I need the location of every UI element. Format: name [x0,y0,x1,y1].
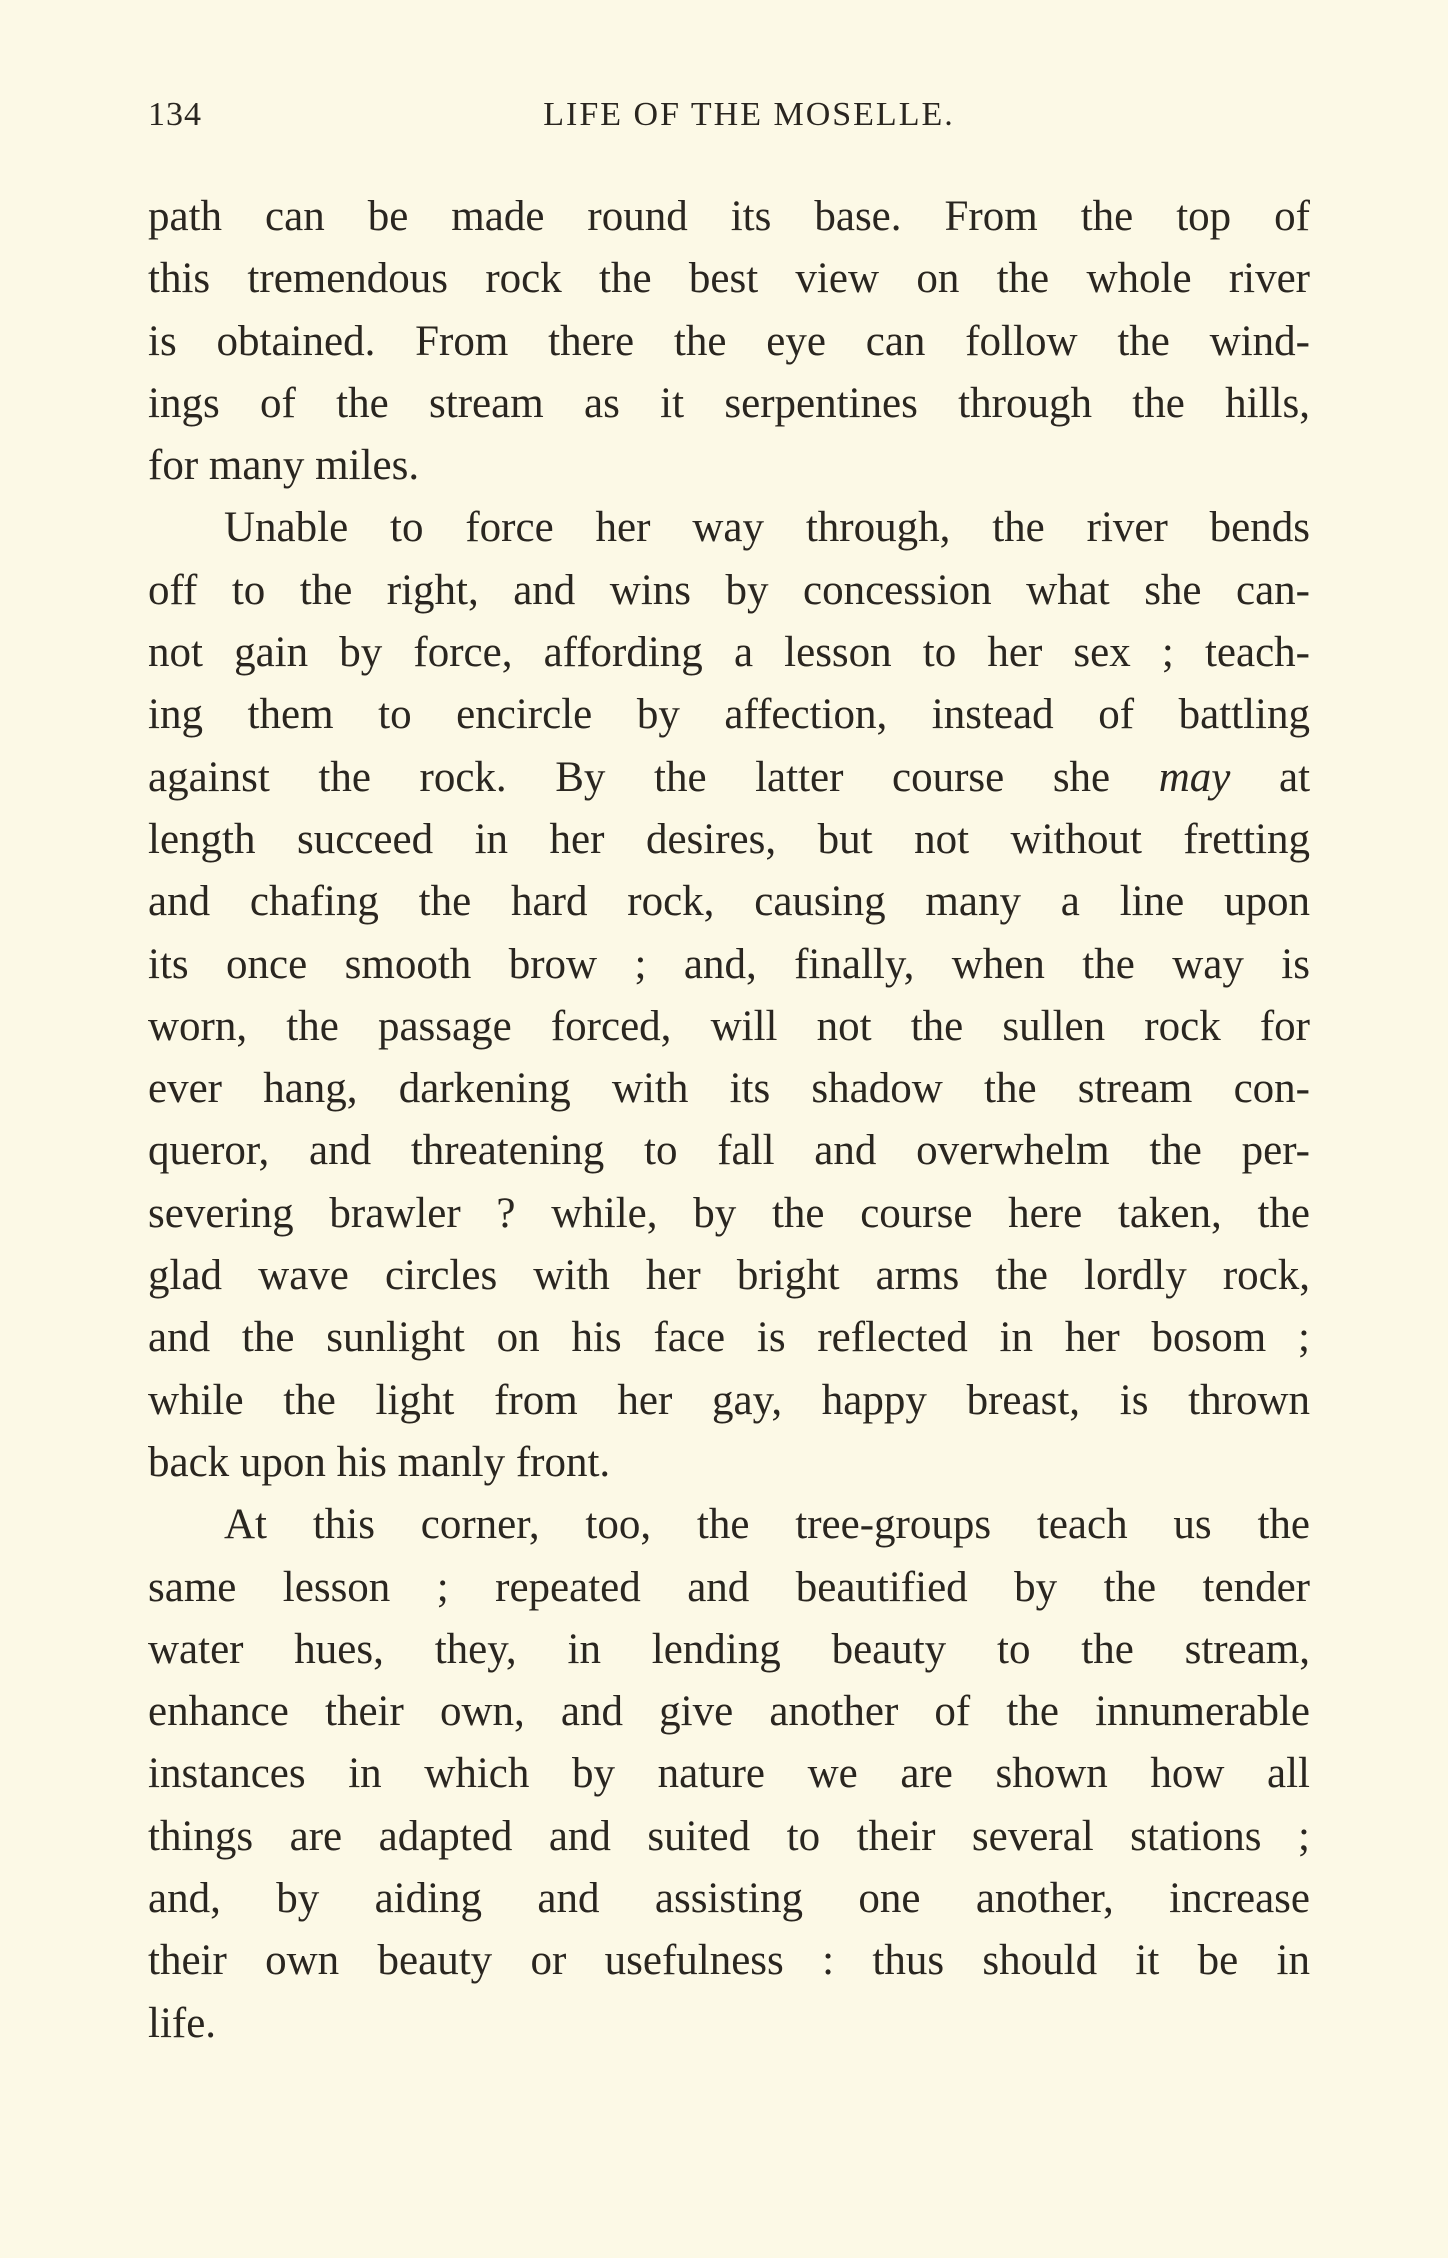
text-line: ever hang, darkening with its shadow the stream con- [148,1065,1310,1113]
text-line: back upon his manly front. [148,1438,611,1486]
text-line: this tremendous rock the best view on the whole river [148,255,1310,303]
running-head [148,96,1310,144]
text-line: Unable to force her way through, the river bends [224,504,1310,552]
text-line: glad wave circles with her bright arms the lordly rock, [148,1252,1310,1300]
page-number: 134 [148,96,202,133]
text-line: length succeed in her desires, but not without fretting [148,815,1310,863]
text-line: queror, and threatening to fall and overwhelm the per- [148,1127,1310,1175]
text-line: for many miles. [148,442,420,490]
text-line: same lesson ; repeated and beautified by the tender [148,1563,1310,1611]
text-segment: against the rock. By the latter course she [148,753,1111,801]
text-line: worn, the passage forced, will not the sullen rock for [148,1002,1310,1050]
text-line: their own beauty or usefulness : thus should it be in [148,1937,1310,1985]
text-line: is obtained. From there the eye can follow the wind- [148,317,1310,365]
paragraph-2 [148,497,1310,1494]
text-line: water hues, they, in lending beauty to the stream, [148,1625,1310,1673]
text-line: off to the right, and wins by concession what she can- [148,566,1310,614]
text-segment: at [1278,753,1311,801]
paragraph-3 [148,1494,1310,2055]
text-line: its once smooth brow ; and, finally, when the way is [148,940,1310,988]
body-text [148,186,1310,2055]
text-line: things are adapted and suited to their several stations ; [148,1812,1310,1860]
running-title: LIFE OF THE MOSELLE. [543,96,955,133]
text-line: and chafing the hard rock, causing many a line upon [148,878,1310,926]
text-line: path can be made round its base. From the top of [148,193,1310,240]
text-line: not gain by force, affording a lesson to her sex ; teach- [148,629,1310,677]
text-line: and, by aiding and assisting one another, increase [148,1875,1310,1923]
text-line: life. [148,1999,217,2047]
text-line: At this corner, too, the tree-groups teach us the [224,1501,1310,1549]
text-line: and the sunlight on his face is reflected in her bosom ; [148,1314,1310,1362]
text-line: while the light from her gay, happy breast, is thrown [148,1376,1310,1424]
text-line: ing them to encircle by affection, instead of battling [148,691,1310,739]
paragraph-1 [148,186,1310,497]
text-line: ings of the stream as it serpentines through the hills, [148,379,1310,427]
text-line: severing brawler ? while, by the course here taken, the [148,1189,1310,1237]
text-line-with-emphasis [148,747,1310,809]
italic-word: may [1158,753,1231,801]
text-line: instances in which by nature we are shown how all [148,1750,1310,1798]
text-line: enhance their own, and give another of the innumerable [148,1688,1310,1736]
